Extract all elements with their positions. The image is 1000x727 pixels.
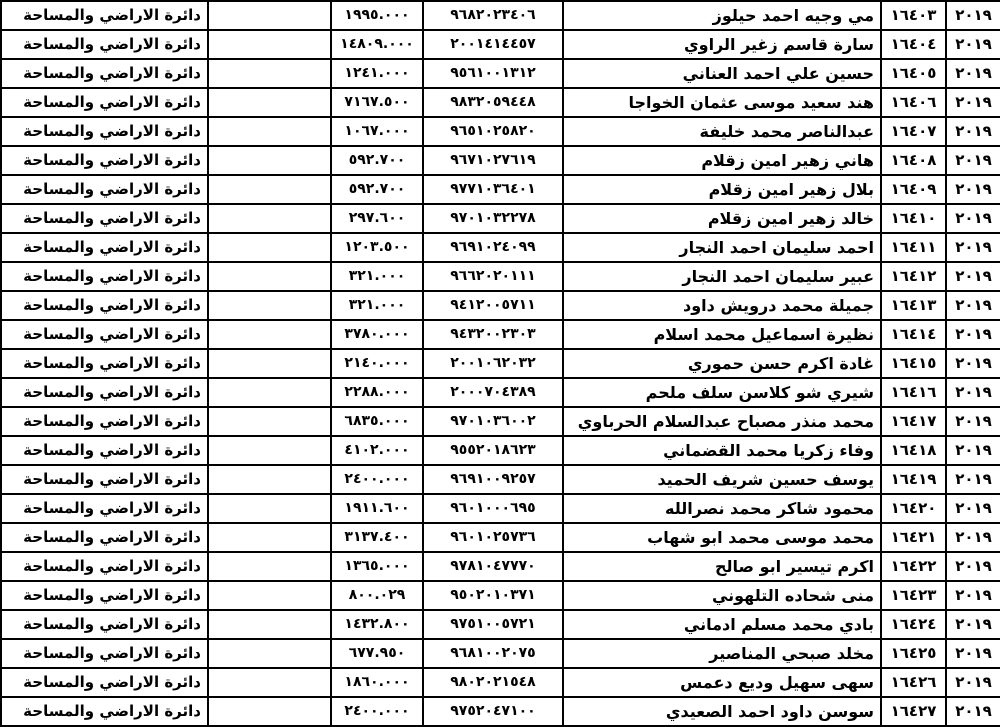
person-name-cell: عبدالناصر محمد خليفة <box>563 117 881 146</box>
empty-cell <box>208 349 331 378</box>
department-cell: دائرة الاراضي والمساحة <box>1 639 208 668</box>
table-row <box>1 523 1000 552</box>
year-cell: ٢٠١٩ <box>946 523 1000 552</box>
empty-cell <box>208 523 331 552</box>
serial-number-cell: ١٦٤٢٣ <box>881 581 946 610</box>
table-row <box>1 175 1000 204</box>
year-cell: ٢٠١٩ <box>946 88 1000 117</box>
amount-cell: ١٩٩٥.٠٠٠ <box>331 1 423 30</box>
serial-number-cell: ١٦٤١٦ <box>881 378 946 407</box>
year-cell: ٢٠١٩ <box>946 610 1000 639</box>
table-row <box>1 59 1000 88</box>
serial-number-cell: ١٦٤١٥ <box>881 349 946 378</box>
department-cell: دائرة الاراضي والمساحة <box>1 146 208 175</box>
empty-cell <box>208 262 331 291</box>
table-row <box>1 697 1000 726</box>
department-cell: دائرة الاراضي والمساحة <box>1 204 208 233</box>
serial-number-cell: ١٦٤١٣ <box>881 291 946 320</box>
year-cell: ٢٠١٩ <box>946 204 1000 233</box>
amount-cell: ١٨٦٠.٠٠٠ <box>331 668 423 697</box>
person-name-cell: هند سعيد موسى عثمان الخواجا <box>563 88 881 117</box>
department-cell: دائرة الاراضي والمساحة <box>1 407 208 436</box>
person-name-cell: محمود شاكر محمد نصرالله <box>563 494 881 523</box>
amount-cell: ١٣٦٥.٠٠٠ <box>331 552 423 581</box>
national-number-cell: ٩٦٨١٠٠٢٠٧٥ <box>423 639 563 668</box>
department-cell: دائرة الاراضي والمساحة <box>1 465 208 494</box>
serial-number-cell: ١٦٤١٩ <box>881 465 946 494</box>
person-name-cell: بادي محمد مسلم ادماني <box>563 610 881 639</box>
person-name-cell: جميلة محمد درويش داود <box>563 291 881 320</box>
national-number-cell: ٩٦٧١٠٢٧٦١٩ <box>423 146 563 175</box>
person-name-cell: بلال زهير امين زقلام <box>563 175 881 204</box>
serial-number-cell: ١٦٤٠٨ <box>881 146 946 175</box>
national-number-cell: ٩٧٥٢٠٤٧١٠٠ <box>423 697 563 726</box>
year-cell: ٢٠١٩ <box>946 668 1000 697</box>
table-row <box>1 320 1000 349</box>
person-name-cell: نظيرة اسماعيل محمد اسلام <box>563 320 881 349</box>
department-cell: دائرة الاراضي والمساحة <box>1 523 208 552</box>
serial-number-cell: ١٦٤٠٣ <box>881 1 946 30</box>
table-row <box>1 146 1000 175</box>
year-cell: ٢٠١٩ <box>946 465 1000 494</box>
year-cell: ٢٠١٩ <box>946 697 1000 726</box>
national-number-cell: ٩٧٨١٠٤٧٧٧٠ <box>423 552 563 581</box>
empty-cell <box>208 233 331 262</box>
empty-cell <box>208 407 331 436</box>
department-cell: دائرة الاراضي والمساحة <box>1 1 208 30</box>
table-row <box>1 233 1000 262</box>
empty-cell <box>208 610 331 639</box>
amount-cell: ٧١٦٧.٥٠٠ <box>331 88 423 117</box>
national-number-cell: ٩٦٦٢٠٢٠١١١ <box>423 262 563 291</box>
national-number-cell: ٢٠٠١٤١٤٤٥٧ <box>423 30 563 59</box>
table-row <box>1 378 1000 407</box>
person-name-cell: غادة اكرم حسن حموري <box>563 349 881 378</box>
department-cell: دائرة الاراضي والمساحة <box>1 552 208 581</box>
person-name-cell: سارة قاسم زغير الراوي <box>563 30 881 59</box>
person-name-cell: حسين علي احمد العناني <box>563 59 881 88</box>
person-name-cell: محمد موسى محمد ابو شهاب <box>563 523 881 552</box>
national-number-cell: ٩٦٩١٠٠٩٢٥٧ <box>423 465 563 494</box>
serial-number-cell: ١٦٤١٨ <box>881 436 946 465</box>
empty-cell <box>208 88 331 117</box>
department-cell: دائرة الاراضي والمساحة <box>1 30 208 59</box>
year-cell: ٢٠١٩ <box>946 349 1000 378</box>
department-cell: دائرة الاراضي والمساحة <box>1 581 208 610</box>
table-row <box>1 552 1000 581</box>
person-name-cell: عبير سليمان احمد النجار <box>563 262 881 291</box>
serial-number-cell: ١٦٤١١ <box>881 233 946 262</box>
empty-cell <box>208 59 331 88</box>
national-number-cell: ٩٦٨٢٠٢٣٤٠٦ <box>423 1 563 30</box>
year-cell: ٢٠١٩ <box>946 175 1000 204</box>
amount-cell: ٣٢١.٠٠٠ <box>331 262 423 291</box>
table-row <box>1 262 1000 291</box>
amount-cell: ٢١٤٠.٠٠٠ <box>331 349 423 378</box>
department-cell: دائرة الاراضي والمساحة <box>1 117 208 146</box>
empty-cell <box>208 668 331 697</box>
year-cell: ٢٠١٩ <box>946 407 1000 436</box>
empty-cell <box>208 465 331 494</box>
person-name-cell: خالد زهير امين زقلام <box>563 204 881 233</box>
amount-cell: ٢٤٠٠.٠٠٠ <box>331 697 423 726</box>
national-number-cell: ٩٥٦١٠٠١٣١٢ <box>423 59 563 88</box>
empty-cell <box>208 291 331 320</box>
national-number-cell: ٢٠٠١٠٦٢٠٣٢ <box>423 349 563 378</box>
national-number-cell: ٩٦٠١٠٠٠٦٩٥ <box>423 494 563 523</box>
national-number-cell: ٩٦٥١٠٢٥٨٢٠ <box>423 117 563 146</box>
serial-number-cell: ١٦٤٢٢ <box>881 552 946 581</box>
department-cell: دائرة الاراضي والمساحة <box>1 668 208 697</box>
person-name-cell: وفاء زكريا محمد القضماني <box>563 436 881 465</box>
empty-cell <box>208 552 331 581</box>
amount-cell: ٥٩٢.٧٠٠ <box>331 146 423 175</box>
department-cell: دائرة الاراضي والمساحة <box>1 233 208 262</box>
person-name-cell: سوسن داود احمد الصعيدي <box>563 697 881 726</box>
amount-cell: ١٤٣٢.٨٠٠ <box>331 610 423 639</box>
amount-cell: ١٢٠٣.٥٠٠ <box>331 233 423 262</box>
year-cell: ٢٠١٩ <box>946 59 1000 88</box>
person-name-cell: يوسف حسين شريف الحميد <box>563 465 881 494</box>
amount-cell: ٢٩٧.٦٠٠ <box>331 204 423 233</box>
department-cell: دائرة الاراضي والمساحة <box>1 697 208 726</box>
table-row <box>1 465 1000 494</box>
amount-cell: ٨٠٠.٠٢٩ <box>331 581 423 610</box>
year-cell: ٢٠١٩ <box>946 233 1000 262</box>
person-name-cell: مخلد صبحي المناصير <box>563 639 881 668</box>
table-row <box>1 610 1000 639</box>
amount-cell: ١٩١١.٦٠٠ <box>331 494 423 523</box>
year-cell: ٢٠١٩ <box>946 291 1000 320</box>
table-row <box>1 1 1000 30</box>
empty-cell <box>208 204 331 233</box>
table-row <box>1 407 1000 436</box>
national-number-cell: ٩٨٣٢٠٥٩٤٤٨ <box>423 88 563 117</box>
national-number-cell: ٩٤٣٢٠٠٢٣٠٣ <box>423 320 563 349</box>
amount-cell: ٤١٠٢.٠٠٠ <box>331 436 423 465</box>
national-number-cell: ٩٧٥١٠٠٥٧٢١ <box>423 610 563 639</box>
person-name-cell: محمد منذر مصباح عبدالسلام الحرباوي <box>563 407 881 436</box>
person-name-cell: هاني زهير امين زقلام <box>563 146 881 175</box>
table-row <box>1 639 1000 668</box>
serial-number-cell: ١٦٤٢٠ <box>881 494 946 523</box>
serial-number-cell: ١٦٤٠٥ <box>881 59 946 88</box>
person-name-cell: سهى سهيل وديع دعمس <box>563 668 881 697</box>
empty-cell <box>208 378 331 407</box>
person-name-cell: شيري شو كلاسن سلف ملحم <box>563 378 881 407</box>
amount-cell: ٣٧٨٠.٠٠٠ <box>331 320 423 349</box>
person-name-cell: منى شحاده التلهوني <box>563 581 881 610</box>
table-row <box>1 494 1000 523</box>
department-cell: دائرة الاراضي والمساحة <box>1 320 208 349</box>
amount-cell: ١٢٤١.٠٠٠ <box>331 59 423 88</box>
amount-cell: ١٠٦٧.٠٠٠ <box>331 117 423 146</box>
year-cell: ٢٠١٩ <box>946 320 1000 349</box>
table-row <box>1 581 1000 610</box>
year-cell: ٢٠١٩ <box>946 146 1000 175</box>
table-row <box>1 117 1000 146</box>
empty-cell <box>208 1 331 30</box>
year-cell: ٢٠١٩ <box>946 436 1000 465</box>
department-cell: دائرة الاراضي والمساحة <box>1 610 208 639</box>
table-row <box>1 88 1000 117</box>
empty-cell <box>208 639 331 668</box>
serial-number-cell: ١٦٤٢٧ <box>881 697 946 726</box>
empty-cell <box>208 320 331 349</box>
year-cell: ٢٠١٩ <box>946 30 1000 59</box>
national-number-cell: ٩٤١٢٠٠٥٧١١ <box>423 291 563 320</box>
department-cell: دائرة الاراضي والمساحة <box>1 291 208 320</box>
year-cell: ٢٠١٩ <box>946 117 1000 146</box>
serial-number-cell: ١٦٤١٧ <box>881 407 946 436</box>
table-row <box>1 204 1000 233</box>
national-number-cell: ٩٧٠١٠٣٢٢٧٨ <box>423 204 563 233</box>
serial-number-cell: ١٦٤٠٦ <box>881 88 946 117</box>
serial-number-cell: ١٦٤٢٦ <box>881 668 946 697</box>
year-cell: ٢٠١٩ <box>946 1 1000 30</box>
amount-cell: ٦٨٣٥.٠٠٠ <box>331 407 423 436</box>
department-cell: دائرة الاراضي والمساحة <box>1 494 208 523</box>
empty-cell <box>208 30 331 59</box>
department-cell: دائرة الاراضي والمساحة <box>1 436 208 465</box>
table-row <box>1 436 1000 465</box>
records-table-body <box>1 1 1000 726</box>
year-cell: ٢٠١٩ <box>946 378 1000 407</box>
national-number-cell: ٩٥٠٢٠١٠٣٧١ <box>423 581 563 610</box>
national-number-cell: ٩٨٠٢٠٢١٥٤٨ <box>423 668 563 697</box>
serial-number-cell: ١٦٤٢٤ <box>881 610 946 639</box>
year-cell: ٢٠١٩ <box>946 552 1000 581</box>
person-name-cell: احمد سليمان احمد النجار <box>563 233 881 262</box>
empty-cell <box>208 117 331 146</box>
serial-number-cell: ١٦٤٢١ <box>881 523 946 552</box>
year-cell: ٢٠١٩ <box>946 581 1000 610</box>
serial-number-cell: ١٦٤٢٥ <box>881 639 946 668</box>
serial-number-cell: ١٦٤١٢ <box>881 262 946 291</box>
amount-cell: ٢٤٠٠.٠٠٠ <box>331 465 423 494</box>
amount-cell: ٦٧٧.٩٥٠ <box>331 639 423 668</box>
national-number-cell: ٩٦٠١٠٢٥٧٣٦ <box>423 523 563 552</box>
department-cell: دائرة الاراضي والمساحة <box>1 262 208 291</box>
national-number-cell: ٢٠٠٠٧٠٤٣٨٩ <box>423 378 563 407</box>
empty-cell <box>208 697 331 726</box>
serial-number-cell: ١٦٤٠٤ <box>881 30 946 59</box>
national-number-cell: ٩٧٠١٠٣٦٠٠٢ <box>423 407 563 436</box>
person-name-cell: اكرم تيسير ابو صالح <box>563 552 881 581</box>
amount-cell: ٣٢١.٠٠٠ <box>331 291 423 320</box>
person-name-cell: مي وجيه احمد حيلوز <box>563 1 881 30</box>
department-cell: دائرة الاراضي والمساحة <box>1 378 208 407</box>
amount-cell: ٢٢٨٨.٠٠٠ <box>331 378 423 407</box>
department-cell: دائرة الاراضي والمساحة <box>1 349 208 378</box>
table-row <box>1 30 1000 59</box>
serial-number-cell: ١٦٤٠٧ <box>881 117 946 146</box>
empty-cell <box>208 146 331 175</box>
table-row <box>1 668 1000 697</box>
year-cell: ٢٠١٩ <box>946 494 1000 523</box>
amount-cell: ٣١٣٧.٤٠٠ <box>331 523 423 552</box>
department-cell: دائرة الاراضي والمساحة <box>1 175 208 204</box>
table-row <box>1 349 1000 378</box>
serial-number-cell: ١٦٤١٠ <box>881 204 946 233</box>
amount-cell: ٥٩٢.٧٠٠ <box>331 175 423 204</box>
year-cell: ٢٠١٩ <box>946 262 1000 291</box>
national-number-cell: ٩٧٧١٠٣٦٤٠١ <box>423 175 563 204</box>
empty-cell <box>208 581 331 610</box>
department-cell: دائرة الاراضي والمساحة <box>1 59 208 88</box>
year-cell: ٢٠١٩ <box>946 639 1000 668</box>
national-number-cell: ٩٦٩١٠٢٤٠٩٩ <box>423 233 563 262</box>
national-number-cell: ٩٥٥٢٠١٨٦٢٣ <box>423 436 563 465</box>
serial-number-cell: ١٦٤٠٩ <box>881 175 946 204</box>
table-row <box>1 291 1000 320</box>
amount-cell: ١٤٨٠٩.٠٠٠ <box>331 30 423 59</box>
serial-number-cell: ١٦٤١٤ <box>881 320 946 349</box>
department-cell: دائرة الاراضي والمساحة <box>1 88 208 117</box>
empty-cell <box>208 494 331 523</box>
empty-cell <box>208 436 331 465</box>
empty-cell <box>208 175 331 204</box>
